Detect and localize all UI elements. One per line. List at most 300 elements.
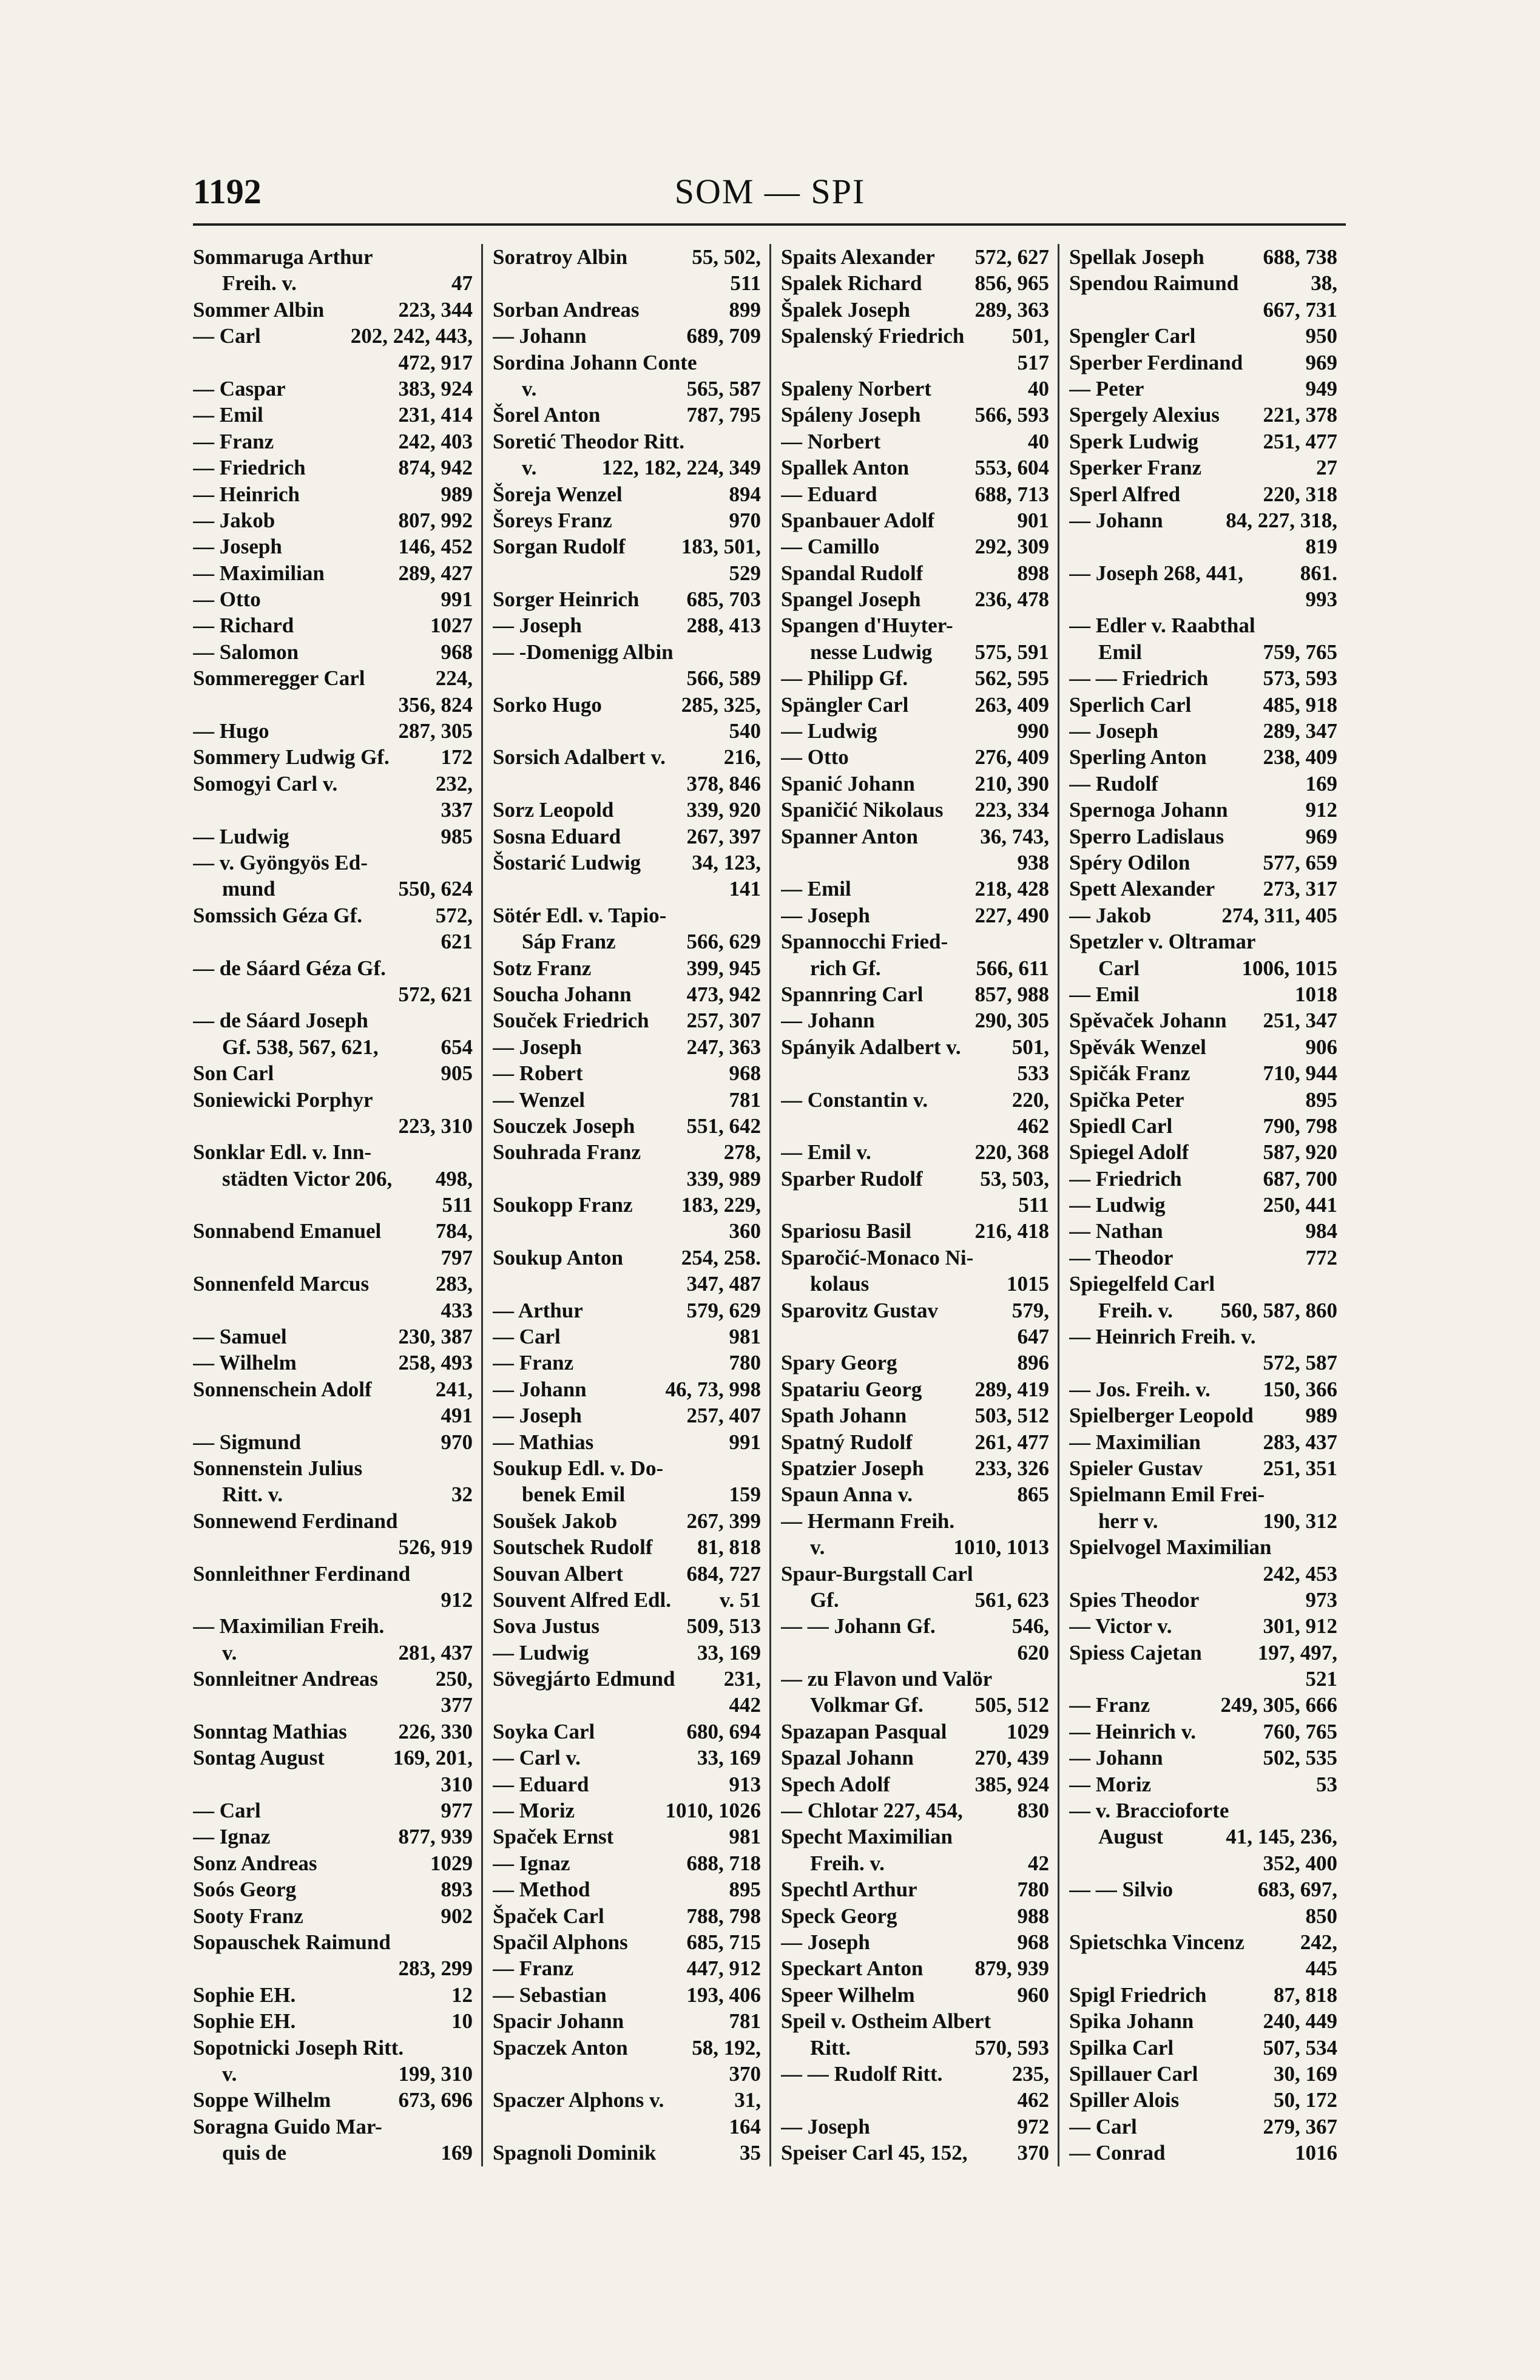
index-entry-line <box>1069 1060 1337 1086</box>
entry-name: — de Sáard Géza Gf. <box>193 956 386 980</box>
index-entry-line <box>193 1561 473 1587</box>
entry-name: Speer Wilhelm <box>781 1983 915 2007</box>
entry-pages: 257, 407 <box>686 1404 761 1428</box>
entry-pages: 879, 939 <box>974 1956 1049 1981</box>
entry-name: — Franz <box>1069 1693 1150 1717</box>
index-entry-line <box>493 1929 761 1955</box>
index-entry-line <box>781 1060 1049 1086</box>
index-entry-line <box>781 1034 1049 1060</box>
index-entry-line <box>193 1824 473 1850</box>
index-entry-line <box>781 1876 1049 1902</box>
index-entry-line <box>493 718 761 744</box>
index-entry-line <box>493 1771 761 1797</box>
index-entry-line <box>1069 1429 1337 1455</box>
index-entry-line <box>193 1350 473 1376</box>
entry-name: Spalek Richard <box>781 271 922 296</box>
index-entry-line <box>193 1402 473 1428</box>
index-entry-line <box>1069 1166 1337 1192</box>
entry-name: — Franz <box>193 429 274 453</box>
entry-name: Sorban Andreas <box>493 297 640 322</box>
entry-pages: 356, 824 <box>398 692 473 717</box>
entry-name: Spengler Carl <box>1069 324 1196 348</box>
index-entry-line <box>781 718 1049 744</box>
entry-name: — Wilhelm <box>193 1351 297 1375</box>
entry-pages: 529 <box>729 561 761 585</box>
entry-name: — Carl <box>193 1799 261 1823</box>
entry-pages: 473, 942 <box>686 982 761 1006</box>
entry-pages: 34, 123, <box>692 850 761 874</box>
entry-name: Sorger Heinrich <box>493 587 640 612</box>
index-entry-line <box>1069 1113 1337 1139</box>
entry-pages: 53, 503, <box>980 1166 1049 1191</box>
entry-pages: 310 <box>441 1772 473 1796</box>
entry-pages: 122, 182, 224, 349 <box>601 456 761 480</box>
entry-pages: 572, 621 <box>398 982 473 1006</box>
index-entry-line <box>493 1350 761 1376</box>
entry-name: Spandal Rudolf <box>781 561 924 585</box>
index-entry-line <box>781 1350 1049 1376</box>
index-entry-line <box>781 1376 1049 1402</box>
entry-name: Sotz Franz <box>493 956 592 980</box>
entry-name: — Carl <box>493 1325 561 1349</box>
entry-pages: 242, <box>1300 1930 1337 1954</box>
entry-pages: 780 <box>1017 1878 1049 1902</box>
index-entry-line <box>493 2035 761 2061</box>
index-entry-line <box>1069 665 1337 691</box>
entry-pages: 210, 390 <box>974 771 1049 796</box>
index-entry-line <box>193 1692 473 1718</box>
entry-pages: 577, 659 <box>1263 850 1337 874</box>
index-entry-line <box>493 481 761 507</box>
index-entry-line <box>493 1745 761 1771</box>
entry-pages: 12 <box>451 1983 473 2007</box>
entry-pages: 819 <box>1305 535 1337 559</box>
index-entry-line <box>193 270 473 296</box>
index-entry-line <box>781 323 1049 349</box>
entry-pages <box>469 2114 473 2140</box>
entry-name: Specht Maximilian <box>781 1825 953 1849</box>
entry-pages: 433 <box>441 1298 473 1322</box>
index-entry-line <box>193 850 473 876</box>
index-entry-line <box>781 297 1049 323</box>
index-entry-line <box>493 1587 761 1613</box>
entry-name: Sommery Ludwig Gf. <box>193 745 390 769</box>
index-entry-line <box>493 1534 761 1560</box>
index-entry-line <box>193 1060 473 1086</box>
entry-name: Spech Adolf <box>781 1772 890 1796</box>
index-entry-line <box>493 1640 761 1666</box>
entry-name: Sonnewend Ferdinand <box>193 1509 398 1533</box>
entry-pages: 267, 399 <box>686 1509 761 1533</box>
entry-name: Sonnenstein Julius <box>193 1456 363 1480</box>
entry-pages: 399, 945 <box>686 956 761 980</box>
index-entry-line <box>493 350 761 376</box>
index-entry-line <box>193 1271 473 1297</box>
entry-name: August <box>1098 1825 1163 1849</box>
entry-name: Somssich Géza Gf. <box>193 903 363 927</box>
index-entry-line <box>493 1324 761 1350</box>
index-entry-line <box>193 1508 473 1534</box>
entry-pages: 220, 318 <box>1263 482 1337 506</box>
index-entry-line <box>493 1402 761 1428</box>
entry-pages: 540 <box>729 719 761 743</box>
index-entry-line <box>193 323 473 349</box>
entry-pages: 278, <box>723 1140 761 1165</box>
index-entry-line <box>193 1876 473 1902</box>
entry-pages: 40 <box>1028 429 1049 453</box>
entry-pages: 865 <box>1017 1482 1049 1507</box>
index-entry-line <box>781 1929 1049 1955</box>
index-entry-line <box>193 1192 473 1218</box>
entry-pages: 759, 765 <box>1263 640 1337 664</box>
entry-pages: 533 <box>1017 1061 1049 1086</box>
index-entry-line <box>781 1824 1049 1850</box>
entry-name: — Ignaz <box>193 1825 271 1849</box>
entry-name: — Johann <box>1069 1746 1163 1770</box>
index-entry-line <box>781 244 1049 270</box>
entry-pages: 968 <box>441 640 473 664</box>
entry-pages: 491 <box>441 1404 473 1428</box>
entry-pages: 287, 305 <box>398 719 473 743</box>
index-entry-line <box>781 1139 1049 1165</box>
entry-name: Souczek Joseph <box>493 1114 635 1138</box>
entry-name: — Method <box>493 1878 590 1902</box>
entry-pages: 197, 497, <box>1257 1640 1337 1665</box>
entry-pages: 565, 587 <box>686 376 761 401</box>
index-entry-line <box>193 771 473 797</box>
index-entry-line <box>493 1297 761 1324</box>
entry-name: — Maximilian <box>193 561 325 585</box>
entry-name: Šorel Anton <box>493 403 601 427</box>
index-entry-line <box>193 1297 473 1324</box>
entry-name: Sonz Andreas <box>193 1851 317 1875</box>
index-entry-line <box>781 2114 1049 2140</box>
index-entry-line <box>493 1166 761 1192</box>
entry-name: — Emil <box>193 403 263 427</box>
entry-name: Sommer Albin <box>193 297 325 322</box>
entry-name: Spannocchi Fried- <box>781 930 948 954</box>
index-entry-line <box>781 1508 1049 1534</box>
entry-pages: 378, 846 <box>686 771 761 796</box>
index-entry-line <box>1069 244 1337 270</box>
index-entry-line <box>193 402 473 428</box>
entry-name: Soós Georg <box>193 1878 297 1902</box>
entry-name: Sperk Ludwig <box>1069 429 1198 453</box>
entry-name: Sooty Franz <box>193 1904 303 1928</box>
index-entry-line <box>781 665 1049 691</box>
entry-name: — de Sáard Joseph <box>193 1009 368 1033</box>
index-entry-line <box>493 2061 761 2087</box>
entry-name: städten Victor 206, <box>222 1166 393 1191</box>
entry-pages: 667, 731 <box>1263 297 1337 322</box>
index-entry-line <box>781 876 1049 902</box>
index-entry-line <box>193 665 473 691</box>
entry-name: Spigl Friedrich <box>1069 1983 1207 2007</box>
index-entry-line <box>493 744 761 770</box>
entry-pages: 445 <box>1305 1956 1337 1981</box>
entry-pages: 360 <box>729 1219 761 1243</box>
entry-pages: 968 <box>1017 1930 1049 1954</box>
index-entry-line <box>193 2008 473 2034</box>
entry-pages: 250, <box>435 1667 473 1691</box>
entry-pages: 193, 406 <box>686 1983 761 2007</box>
index-entry-line <box>781 1903 1049 1929</box>
entry-pages: 221, 378 <box>1263 403 1337 427</box>
index-entry-line <box>1069 692 1337 718</box>
entry-pages: 236, 478 <box>974 587 1049 612</box>
index-entry-line <box>781 850 1049 876</box>
index-entry-line <box>781 586 1049 612</box>
entry-name: Spariosu Basil <box>781 1219 911 1243</box>
index-entry-line <box>1069 771 1337 797</box>
entry-name: — Victor v. <box>1069 1614 1172 1638</box>
index-column-3 <box>769 244 1058 2166</box>
entry-pages: 1029 <box>1007 1719 1049 1743</box>
index-column-4 <box>1058 244 1346 2166</box>
header-rule <box>193 223 1346 226</box>
entry-pages: 788, 798 <box>686 1904 761 1928</box>
index-entry-line <box>1069 1324 1337 1350</box>
index-entry-line <box>1069 2061 1337 2087</box>
index-entry-line <box>493 1481 761 1507</box>
entry-pages: 385, 924 <box>974 1772 1049 1796</box>
index-entry-line <box>193 876 473 902</box>
index-entry-line <box>1069 2087 1337 2113</box>
entry-name: Speckart Anton <box>781 1956 924 1981</box>
index-entry-line <box>1069 1455 1337 1481</box>
entry-pages: 216, <box>723 745 761 769</box>
index-entry-line <box>193 718 473 744</box>
entry-name: Spannring Carl <box>781 982 924 1006</box>
entry-name: Sorz Leopold <box>493 798 614 822</box>
index-entry-line <box>781 376 1049 402</box>
index-entry-line <box>1069 1692 1337 1718</box>
entry-name: — Hugo <box>193 719 269 743</box>
entry-pages: 273, 317 <box>1263 877 1337 901</box>
entry-pages: 232, <box>435 771 473 796</box>
index-entry-line <box>781 402 1049 428</box>
index-entry-line <box>493 928 761 955</box>
entry-pages: 968 <box>729 1061 761 1086</box>
entry-pages: 570, 593 <box>974 2035 1049 2060</box>
entry-name: Spačil Alphons <box>493 1930 628 1954</box>
entry-pages: 141 <box>729 877 761 901</box>
entry-name: Spéry Odilon <box>1069 850 1190 874</box>
index-entry-line <box>1069 1139 1337 1165</box>
entry-pages: 81, 818 <box>697 1535 761 1560</box>
index-entry-line <box>493 1719 761 1745</box>
index-entry-line <box>193 1850 473 1876</box>
entry-name: — Jakob <box>193 508 275 532</box>
entry-name: — Nathan <box>1069 1219 1163 1243</box>
index-entry-line <box>1069 560 1337 586</box>
entry-name: Spaničić Nikolaus <box>781 798 944 822</box>
entry-name: — Arthur <box>493 1298 583 1322</box>
entry-name: — Eduard <box>781 482 877 506</box>
entry-pages: 472, 917 <box>398 350 473 374</box>
entry-name: — Ludwig <box>1069 1193 1166 1217</box>
entry-pages: 442 <box>729 1693 761 1717</box>
entry-pages: 301, 912 <box>1263 1614 1337 1638</box>
entry-pages: 250, 441 <box>1263 1193 1337 1217</box>
entry-pages: 505, 512 <box>974 1693 1049 1717</box>
entry-pages: 673, 696 <box>398 2088 473 2112</box>
entry-name: Sperlich Carl <box>1069 692 1192 717</box>
index-entry-line <box>193 1218 473 1244</box>
entry-pages: 981 <box>729 1825 761 1849</box>
index-entry-line <box>493 455 761 481</box>
entry-name: — Johann <box>493 324 587 348</box>
index-entry-line <box>193 1139 473 1165</box>
entry-name: — Joseph <box>781 903 870 927</box>
entry-name: Spányik Adalbert v. <box>781 1035 961 1059</box>
index-entry-line <box>1069 1903 1337 1929</box>
index-entry-line <box>493 560 761 586</box>
entry-pages: 1010, 1026 <box>665 1799 761 1823</box>
index-entry-line <box>193 2061 473 2087</box>
index-entry-line <box>193 1007 473 1033</box>
entry-pages <box>1045 1508 1049 1534</box>
entry-name: — Moriz <box>1069 1772 1152 1796</box>
entry-pages: 242, 403 <box>398 429 473 453</box>
entry-name: Spaček Ernst <box>493 1825 614 1849</box>
entry-name: — Norbert <box>781 429 881 453</box>
entry-pages: 521 <box>1305 1667 1337 1691</box>
entry-pages: 339, 920 <box>686 798 761 822</box>
entry-name: — Ludwig <box>781 719 877 743</box>
entry-name: — Theodor <box>1069 1245 1174 1269</box>
index-entry-line <box>781 350 1049 376</box>
index-entry-line <box>1069 1824 1337 1850</box>
index-entry-line <box>193 560 473 586</box>
entry-name: Sparočić-Monaco Ni- <box>781 1245 974 1269</box>
entry-name: Sáp Franz <box>522 930 616 954</box>
entry-pages: 790, 798 <box>1263 1114 1337 1138</box>
entry-pages: 857, 988 <box>974 982 1049 1006</box>
index-entry-line <box>493 797 761 823</box>
entry-pages: 991 <box>441 587 473 612</box>
index-entry-line <box>1069 612 1337 638</box>
entry-name: Spechtl Arthur <box>781 1878 917 1902</box>
index-entry-line <box>781 1640 1049 1666</box>
index-entry-line <box>493 586 761 612</box>
entry-name: Ritt. v. <box>222 1482 283 1507</box>
entry-name: Spaczek Anton <box>493 2035 628 2060</box>
entry-pages: 183, 229, <box>681 1193 761 1217</box>
index-entry-line <box>781 744 1049 770</box>
index-entry-line <box>193 586 473 612</box>
entry-name: — Emil v. <box>781 1140 871 1165</box>
index-entry-line <box>781 1007 1049 1033</box>
entry-name: Spanner Anton <box>781 824 918 848</box>
entry-pages: 912 <box>441 1587 473 1612</box>
entry-pages: 905 <box>441 1061 473 1086</box>
entry-pages: 621 <box>441 930 473 954</box>
entry-name: — Caspar <box>193 376 286 401</box>
index-entry-line <box>1069 1640 1337 1666</box>
entry-pages: 913 <box>729 1772 761 1796</box>
entry-name: — Wenzel <box>493 1087 585 1112</box>
entry-name: Spietschka Vincenz <box>1069 1930 1244 1954</box>
entry-pages <box>1334 1797 1337 1824</box>
entry-name: Spendou Raimund <box>1069 271 1239 296</box>
entry-pages: 485, 918 <box>1263 692 1337 717</box>
index-entry-line <box>1069 744 1337 770</box>
entry-name: Šoreja Wenzel <box>493 482 623 506</box>
entry-pages: 285, 325, <box>681 692 761 717</box>
entry-name: Gf. 538, 567, 621, <box>222 1035 379 1059</box>
entry-pages: 501, <box>1011 324 1049 348</box>
index-entry-line <box>1069 955 1337 981</box>
entry-pages <box>1045 2008 1049 2034</box>
entry-pages: 267, 397 <box>686 824 761 848</box>
index-entry-line <box>193 1087 473 1113</box>
index-entry-line <box>1069 2035 1337 2061</box>
entry-pages: 27 <box>1316 456 1337 480</box>
entry-name: — Peter <box>1069 376 1144 401</box>
index-entry-line <box>193 1745 473 1771</box>
entry-pages: 553, 604 <box>974 456 1049 480</box>
entry-name: Sorgan Rudolf <box>493 535 626 559</box>
entry-name: — Eduard <box>493 1772 589 1796</box>
entry-pages: 993 <box>1305 587 1337 612</box>
index-entry-line <box>1069 1376 1337 1402</box>
entry-name: — Emil <box>1069 982 1140 1006</box>
index-entry-line <box>1069 850 1337 876</box>
index-entry-line <box>493 902 761 928</box>
index-entry-line <box>193 1929 473 1955</box>
entry-name: — Joseph <box>493 1035 582 1059</box>
entry-name: Spička Peter <box>1069 1087 1184 1112</box>
entry-pages: 281, 437 <box>398 1640 473 1665</box>
entry-name: — Ignaz <box>493 1851 570 1875</box>
index-entry-line <box>493 2140 761 2166</box>
index-entry-line <box>781 1587 1049 1613</box>
entry-pages: 850 <box>1305 1904 1337 1928</box>
index-entry-line <box>1069 1402 1337 1428</box>
entry-pages: 289, 419 <box>974 1377 1049 1401</box>
index-entry-line <box>1069 428 1337 455</box>
entry-pages <box>1334 928 1337 955</box>
index-entry-line <box>1069 1797 1337 1824</box>
entry-name: Soyka Carl <box>493 1719 595 1743</box>
entry-name: Spett Alexander <box>1069 877 1215 901</box>
entry-pages: 283, 437 <box>1263 1430 1337 1454</box>
entry-name: Šostarić Ludwig <box>493 850 641 874</box>
index-entry-line <box>781 560 1049 586</box>
entry-name: — Joseph <box>193 535 282 559</box>
entry-pages: 251, 351 <box>1263 1456 1337 1480</box>
entry-name: — Heinrich Freih. v. <box>1069 1325 1256 1349</box>
index-entry-line <box>193 481 473 507</box>
entry-pages <box>1334 1534 1337 1560</box>
entry-pages: 973 <box>1305 1587 1337 1612</box>
entry-name: — Joseph <box>493 1404 582 1428</box>
index-entry-line <box>1069 639 1337 665</box>
entry-name: Sorsich Adalbert v. <box>493 745 666 769</box>
entry-pages: 36, 743, <box>980 824 1049 848</box>
entry-pages: 33, 169 <box>697 1640 761 1665</box>
entry-pages: 235, <box>1011 2061 1049 2086</box>
index-entry-line <box>193 955 473 981</box>
entry-pages: 772 <box>1305 1245 1337 1269</box>
entry-name: Sorko Hugo <box>493 692 602 717</box>
index-entry-line <box>781 270 1049 296</box>
index-entry-line <box>781 1955 1049 1981</box>
index-entry-line <box>781 1719 1049 1745</box>
entry-name: Speil v. Ostheim Albert <box>781 2009 991 2033</box>
index-entry-line <box>781 955 1049 981</box>
